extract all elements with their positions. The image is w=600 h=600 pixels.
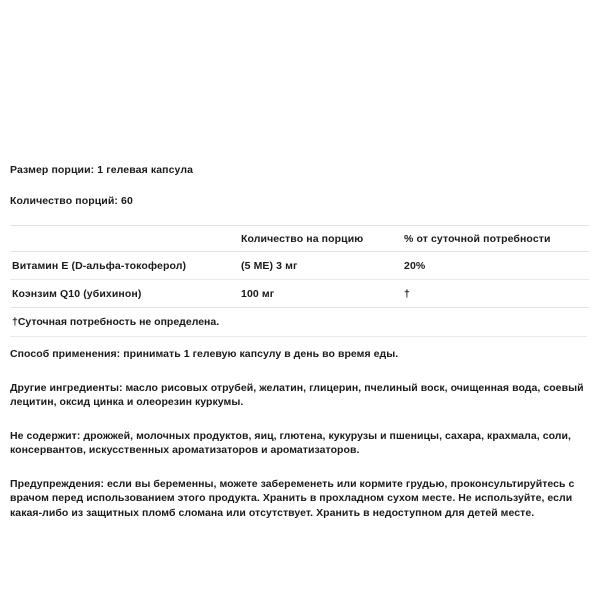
servings-per-container-line: Количество порций: 60 — [10, 195, 133, 207]
free-from-label: Не содержит: — [10, 429, 81, 442]
free-from-text: дрожжей, молочных продуктов, яиц, глютена, кукурузы и пшеницы, сахара, крахмала, соли, консервантов, искусственных ароматизаторов и ароматизаторов. — [10, 429, 571, 456]
nutrient-amount: 100 мг — [241, 280, 404, 308]
usage-label: Способ применения: — [10, 348, 121, 360]
daily-value-footnote: †Суточная потребность не определена. — [10, 315, 587, 337]
other-ingredients-text: масло рисовых отрубей, желатин, глицерин, пчелиный воск, очищенная вода, соевый лецитин, оксид цинка и олеорезин куркумы. — [10, 381, 584, 408]
usage-paragraph — [10, 347, 590, 362]
nutrient-amount: (5 МЕ) 3 мг — [241, 252, 404, 280]
column-header-daily-value: % от суточной потребности — [404, 226, 589, 252]
column-header-amount-per-serving: Количество на порцию — [241, 226, 404, 252]
nutrient-daily-value: 20% — [404, 252, 589, 280]
other-ingredients-paragraph — [10, 381, 590, 410]
supplement-facts-table — [10, 225, 589, 308]
table-header-row — [10, 226, 589, 252]
column-header-nutrient — [10, 226, 241, 252]
table-row — [10, 280, 589, 308]
warnings-text: если вы беременны, можете забеременеть или кормите грудью, проконсультируйтесь с врачом перед использованием этого продукта. Хранить в прохладном сухом месте. Не используйте, если какая-либо из защитных пломб сломана или отсутствует. Хранить в недоступном для детей месте. — [10, 477, 575, 519]
warnings-paragraph — [10, 477, 590, 521]
usage-text: принимать 1 гелевую капсулу в день во время еды. — [120, 348, 399, 360]
nutrient-name: Витамин Е (D-альфа-токоферол) — [10, 252, 241, 280]
other-ingredients-label: Другие ингредиенты: — [10, 381, 123, 394]
nutrient-daily-value: † — [404, 280, 589, 308]
serving-size-line: Размер порции: 1 гелевая капсула — [10, 164, 194, 176]
table-header — [10, 226, 589, 252]
warnings-label: Предупреждения: — [10, 477, 105, 490]
free-from-paragraph — [10, 429, 590, 458]
top-spacer — [10, 0, 590, 163]
table-row — [10, 252, 589, 280]
nutrient-name: Коэнзим Q10 (убихинон) — [10, 280, 241, 308]
table-body — [10, 252, 589, 308]
